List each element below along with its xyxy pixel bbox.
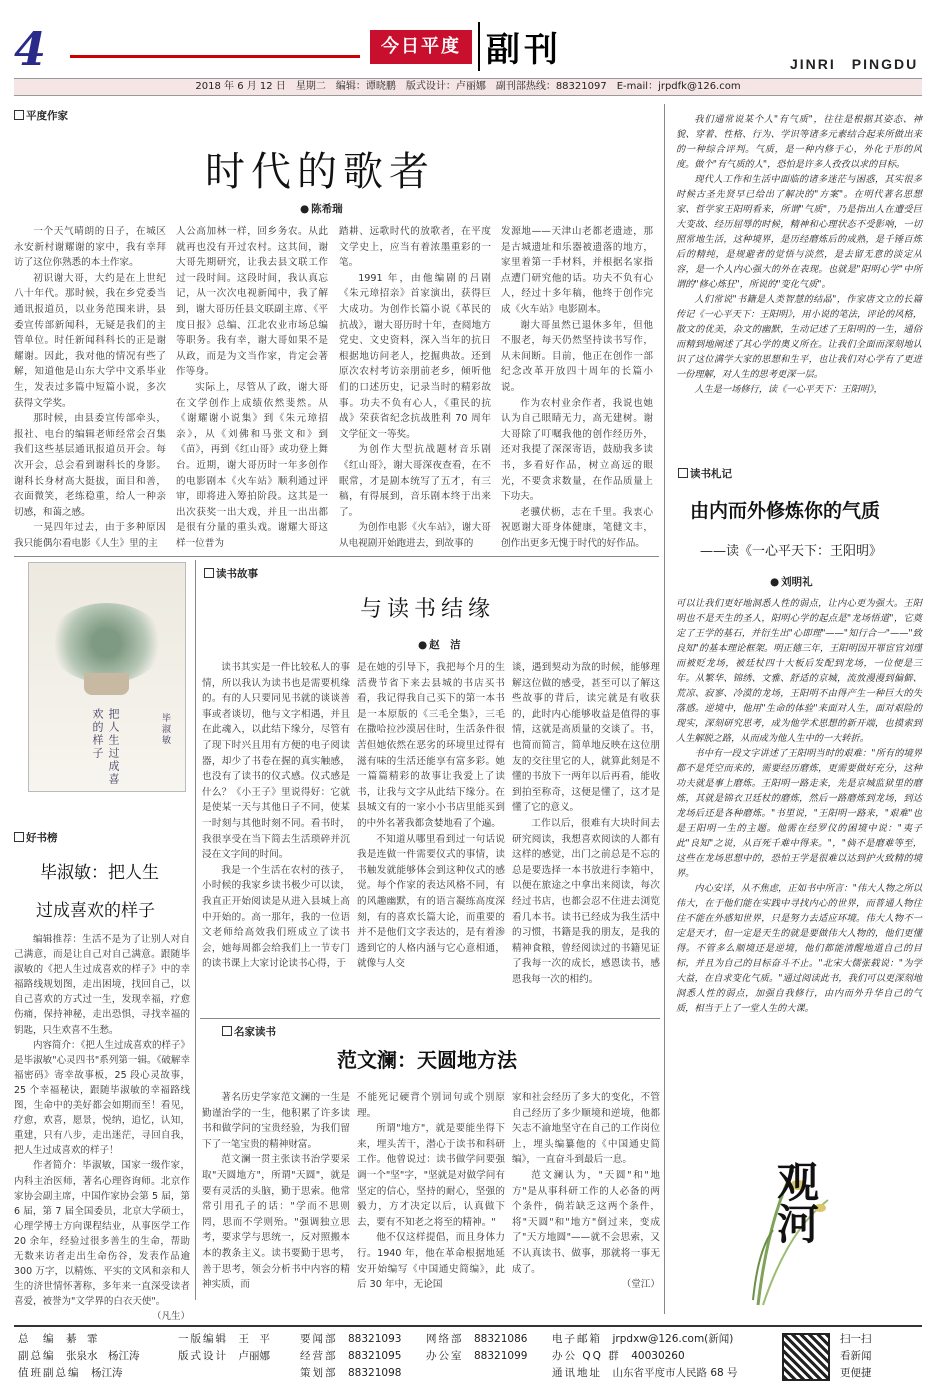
footer-value: 山东省平度市人民路 68 号 bbox=[612, 1367, 738, 1379]
paragraph: 实际上，尽管从了政，谢大哥在文学创作上成绩依然斐然。从《谢耀谢小说集》到《朱元璋招亲》，从《刘佛和马张文和》到《苗》，再到《红山哥》或功登上舞台。近期，谢大哥历时一年多创作的电影剧本《火车站》顺利通过评审，即将进入筹拍阶段。这其是一出次获奖一出大戏，并且一出出都是很有分量的重头戏。谢耀大哥这样一位普为 bbox=[176, 381, 328, 549]
paragraph: 我是一个生活在农村的孩子，小时候的我家乡读书极少可以读，我直正开始阅读是从进入县城上高中开始的。高一那年，我的一位语文老师给高效我们班成立了读书会，她每周都会给我们上一节专门的读书课上大家讨论读书心得，于 bbox=[202, 864, 350, 970]
guanhe-decoration bbox=[748, 1130, 838, 1310]
article3-col1 bbox=[202, 1090, 350, 1315]
book-cover-author: 毕淑敏 bbox=[160, 713, 170, 746]
footer-page1-editor bbox=[178, 1331, 270, 1346]
article2-col3 bbox=[512, 660, 660, 1000]
paragraph: 书中有一段文字讲述了王阳明当时的艰难："所有的境界都不是凭空而来的，需要经历磨炼，更需要做好充分，这种功夫就是事上磨炼。王阳明一路走来，先是京城监狱里的磨炼，其就是锦衣卫廷杖的磨炼，然后一路磨炼到龙场，到达龙场后还是各种磨炼。"书里说，"王阳明一路来，"艰难"也是王阳明一生的主题。他需在经罗仪的困境中说："夷子此"良知"之说，从百死千难中得来。"，"倘不是磨难等至，这些在龙场思想中的，恐怕王学是很难以达到护火致精的境界。 bbox=[676, 748, 922, 879]
paragraph: 我们通常说某个人"有气质"，往往是根据其姿态、神貌、穿着、性格、行为、学识等诸多元素结合起来所做出来的一种综合评判。气质，是一种内修于心，外化于形的风度。做个"有气质的人"，恐怕是许多人孜孜以求的目标。 bbox=[676, 114, 922, 170]
article1-label: 平度作家 bbox=[14, 108, 68, 123]
article1-col2 bbox=[176, 224, 328, 549]
footer-planning-dept bbox=[300, 1365, 401, 1380]
paragraph: 作者简介：毕淑敏，国家一级作家，内科主治医师，著名心理咨询师。北京作家协会副主席，中国作家协会第 5 届，第 6 届，第 7 届全国委员，北京大学硕士，心理学博士方向课程结业，从事医学工作 20 余年，经验过很多善生的生命，帮助无数来访者走出生命伤谷，发表作品逾 300 万字，以精炼、平实的文风和亲和人生的济世情怀著称，多年来一直深受读者喜爱，被誉为"文学界的白衣天使"。 bbox=[14, 1160, 190, 1308]
footer-key: 策划部 bbox=[300, 1367, 338, 1379]
column-divider bbox=[664, 104, 665, 1314]
footer-key: 办公 QQ 群 bbox=[552, 1350, 621, 1362]
book-cover-image bbox=[28, 562, 186, 792]
paragraph: 那时候，由县委宣传部牵头，报社、电台的编辑老师经常会召集我们这些基层通讯报道员开会。每次开会，总会看到谢科长的身影。谢科长身材高大挺拔，面目和善，衣面微笑，老练稳重，给人一种亲切感，和蔼之感。 bbox=[14, 413, 166, 518]
page-number: 4 bbox=[14, 22, 47, 76]
article1-col1 bbox=[14, 224, 166, 549]
paragraph: 为创作电影《火车站》，谢大哥从电视剧开始跑进去，到故事的 bbox=[339, 522, 491, 549]
footer-key: 通讯地址 bbox=[552, 1367, 602, 1379]
footer-key: 电子邮箱 bbox=[552, 1333, 602, 1345]
article4-label: 读书札记 bbox=[678, 466, 732, 481]
article1-col3 bbox=[339, 224, 491, 549]
paragraph: 范文澜一贯主张读书治学要采取"天圆地方"，所谓"天圆"，就是要有灵活的头脑，勤于思索。他常常引用孔子的话："学而不思则罔，思而不学则殆。"强调独立思考，要求学与思统一，反对照搬本本的教条主义。读书要勤于思考，善于思考，领会分析书中内容的精神实质，而 bbox=[202, 1154, 350, 1291]
paragraph: 作为农村业余作者，我说也她认为自己眼睛无力，高无建树。谢大哥除了叮嘱我他的创作经历外，还对我提了深深寄语，鼓励我多读书，多看好作品，树立高远的眼光，不要贪求数量，在作品质量上下功夫。 bbox=[501, 397, 653, 503]
header-rule bbox=[70, 55, 360, 58]
footer-key: 要闻部 bbox=[300, 1333, 338, 1345]
paragraph: 一个天气晴朗的日子，在城区永安新村谢耀谢的家中，我有幸拜访了这位你熟悉的本土作家。 bbox=[14, 226, 166, 269]
footer-value: 卢丽娜 bbox=[238, 1350, 270, 1362]
pot-illustration bbox=[84, 673, 129, 695]
footer-value: 张泉水 杨江涛 bbox=[66, 1350, 140, 1362]
footer-deputy bbox=[18, 1348, 140, 1363]
footer-address bbox=[552, 1365, 738, 1380]
paragraph: 谈，遇到契动为敌的时候，能够理解这位做的感受，甚至可以了解这些故事的背后，读完就是有收获的，此时内心能够收益是值得的事情，这就是高质量的交谈了。书，也简而简言，简单地反映在这位朋友的交往里它的人，就算此刻是不懂的书放下一两年以后再看，能收到拍至称奇，这便是懂了，这才是懂了它的意义。 bbox=[512, 662, 660, 814]
footer-key: 一版编辑 bbox=[178, 1333, 228, 1345]
footer-value: 88321095 bbox=[348, 1350, 402, 1362]
article4-title: 由内而外修炼你的气质 bbox=[690, 500, 881, 522]
article4-subtitle: ——读《一心平天下：王阳明》 bbox=[700, 544, 883, 559]
paragraph: 范文澜认为，"天圆"和"地方"是从事科研工作的人必备的两个条件，倘若缺乏这两个条件，将"天圆"和"地方"倒过来，变成了"天方地圆"——就不会思索，又不认真读书、做事，那就将一事无成了。 bbox=[512, 1169, 660, 1275]
footer-key: 副总编 bbox=[18, 1350, 56, 1362]
qr-caption-3: 更便捷 bbox=[840, 1367, 872, 1379]
footer-network-dept bbox=[426, 1331, 527, 1346]
paragraph: 工作以后，很难有大块时间去研究阅读，我想喜欢阅读的人都有这样的感觉，出门之前总是不忘的总是要选择一本书放进行李箱中，以便在旅途之中拿出来阅读，每次经过书店，也都会忍不住进去浏览看几本书。读书已经成为我生活中的习惯，书籍是我的朋友，是我的精神食粮，曾经阅读过的书籍见证了我每一次的成长，感恩读书，感恩我每一次的相约。 bbox=[512, 817, 660, 985]
article1-author: ● 陈希瑞 bbox=[300, 201, 343, 216]
footer-key: 网络部 bbox=[426, 1333, 464, 1345]
book-review-label: 好书榜 bbox=[14, 830, 58, 845]
footer-value: 40030260 bbox=[631, 1350, 685, 1362]
footer-value: 88321093 bbox=[348, 1333, 402, 1345]
book-cover-title: 把人生过成喜欢的样子 bbox=[91, 708, 120, 786]
paragraph: 所谓"地方"，就是要能坐得下来，埋头苦干，潜心于读书和科研工作。他曾说过：读书做学问要强调一个"坚"字，"坚就是对做学问有坚定的信心，坚持的耐心，坚强的毅力，方才决定以后，认真做下去，要有不知老之将至的精神。" bbox=[357, 1123, 505, 1228]
book-review-title-line1: 毕淑敏：把人生 bbox=[40, 863, 159, 883]
paragraph: 现代人工作和生活中面临的诸多迷茫与困惑，其实很多时候古圣先贤早已给出了解决的"方案"。在明代著名思想家、哲学家王阳明看来，所谓"气质"，乃是指出人在遭受巨大变故、经历屈辱的时候，精神和心理状态不受影响，一切照常地生活，这种境界，是历经磨炼后的成熟，是千锤百炼后的精纯，是规避者的觉悟与淡然，是去留无意的淡定从容，是一个人内心强大的外在表现。也就是"阳明心学"中所谓的"修心炼狂"，所说的"变化气质"。 bbox=[676, 174, 922, 290]
article3-label: 名家读书 bbox=[222, 1024, 276, 1039]
paragraph: 可以让我们更好地洞悉人性的弱点，让内心更为强大。王阳明也不是天生的圣人，阳明心学的起点是"龙场悟道"，它奠定了王学的基石，并衍生出"心即理"——"知行合一"——"致良知"的基本理论框架。明正德三年，王阳明因开罪宦官刘瑾而被贬龙场，被廷杖四十大板后发配到龙场，一位便是三年。从繁华、锦绣、文雅、舒适的京城，流放漫漫到偏僻、荒凉、寂寥、冷漠的龙场，王阳明不由得产生一种巨大的失落感。逆境中，他用"生命的体验"来面对人生，面对艰险的现实，深刻研究思考，成为他学术思想的新开端，也摸索到人生解脱之路，从而成为他人生中的一大转折。 bbox=[676, 598, 922, 744]
book-review-body bbox=[14, 932, 190, 1323]
footer-key: 版式设计 bbox=[178, 1350, 228, 1362]
column-divider bbox=[195, 560, 196, 1300]
paragraph: 是在她的引导下，我把每个月的生活费节省下来去县城的书店买书看，我记得我自己买下的第一本书是一本原版的《三毛全集》，三毛在撒哈拉沙漠居住时，生活条件很苦但她依然在恶劣的环境里过得有滋有味的生活还能享有富多彩。她一篇篇精彩的故事让我爱上了读书，让我与文字从此结下缘分。在县城文有的一家小小书店里能买到的中外名著我都贪婪地看了个遍。 bbox=[357, 662, 505, 829]
footer-qq bbox=[552, 1348, 685, 1363]
paragraph: 著名历史学家范文澜的一生是勤谨治学的一生，他积累了许多读书和做学问的宝贵经验，为我们留下了一笔宝贵的精神财富。 bbox=[202, 1092, 350, 1150]
footer bbox=[14, 1325, 922, 1395]
article4-intro bbox=[676, 112, 922, 432]
qr-caption-1: 扫一扫 bbox=[840, 1333, 872, 1345]
article4-body bbox=[676, 596, 922, 1121]
footer-duty bbox=[18, 1365, 123, 1380]
plant-illustration bbox=[49, 603, 164, 683]
newspaper-logo: 今日平度 bbox=[370, 30, 472, 64]
article1-col4 bbox=[501, 224, 653, 549]
qr-code-icon[interactable] bbox=[782, 1333, 830, 1381]
footer-key: 办公室 bbox=[426, 1350, 464, 1362]
info-bar: 2018 年 6 月 12 日 星期二 编辑：谭晓鹏 版式设计：卢丽娜 副刊部热线：88321097 E-mail：jrpdfk@126.com bbox=[14, 78, 922, 96]
paragraph: 谢大哥虽然已退休多年，但他不服老，每天仍然坚持读书写作，从未间断。目前，他正在创作一部纪念改革开放四十周年的长篇小说。 bbox=[501, 319, 653, 393]
byline: （凡生） bbox=[151, 1311, 190, 1323]
footer-value: 杨江涛 bbox=[91, 1367, 123, 1379]
section-divider bbox=[200, 1018, 660, 1019]
footer-value: 88321098 bbox=[348, 1367, 402, 1379]
footer-news-dept bbox=[300, 1331, 401, 1346]
article2-title: 与读书结缘 bbox=[360, 597, 496, 622]
pinyin-title: JINRI PINGDU bbox=[790, 56, 919, 72]
paragraph: 内容简介：《把人生过成喜欢的样子》是毕淑敏"心灵四书"系列第一辑。《破解幸福密码》寄幸故事板，25 段心灵故事，25 个幸福秘诀，跟随毕淑敏的幸福路线图，生命中的美好都会如期而至！看见，疗愈，欢喜，愿景，悦纳，追忆，认知，重建，只有八步，走出迷茫，寻回自我，把人生过成喜欢的样子！ bbox=[14, 1039, 190, 1157]
paragraph: 一晃四年过去，由于多种原因我只能偶尔看电影《人生》里的主 bbox=[14, 522, 166, 549]
paragraph: 他不仅这样提倡，而且身体力行。1940 年，他在革命根据地延安开始编写《中国通史简编》，此后 30 年中，无论国 bbox=[357, 1232, 505, 1291]
footer-office bbox=[426, 1348, 527, 1363]
footer-value: 王 平 bbox=[238, 1333, 270, 1345]
paragraph: 家和社会经历了多大的变化，不管自己经历了多少顺境和逆境，他都矢志不渝地坚守在自己的工作岗位上，埋头编纂他的《中国通史简编》，一直奋斗到最后一息。 bbox=[512, 1092, 660, 1166]
qr-caption-2: 看新闻 bbox=[840, 1350, 872, 1362]
article3-title: 范文澜：天圆地方法 bbox=[337, 1048, 517, 1072]
book-review-title-line2: 过成喜欢的样子 bbox=[36, 901, 155, 921]
paragraph: 1991 年，由他编剧的吕剧《朱元璋招亲》首家演出，获得巨大成功。为创作长篇小说《革民的抗战》，谢大哥历时十年，查阅地方党史、文史资料，深入当年的抗日根据地访问老人，挖掘典故。还到原次农村考访亲朋前老乡，倾听他们的口述历史，记录当时的精彩故事。功夫不负有心人，《重民的抗战》荣获省纪念抗战胜利 70 周年文学征文一等奖。 bbox=[339, 272, 491, 440]
footer-value: 綦 霏 bbox=[66, 1333, 98, 1345]
paragraph: 编辑推荐：生活不是为了让别人对自己满意，而是让自己对自己满意。跟随毕淑敏的《把人生过成喜欢的样子》中的幸福路线规划图，走出困境，找回自己，以自己喜欢的方式过一生，发现幸福，疗愈伤痛，保持神秘，走出恐惧，寻找幸福的钥匙，只生欢喜不生愁。 bbox=[14, 934, 190, 1036]
footer-value: 88321099 bbox=[474, 1350, 528, 1362]
paragraph: 内心安详，从不焦虑，正如书中所言："伟大人物之所以伟大，在于他们能在实践中寻找内心的世界，而普通人物往往不能在外感知世界，只是努力去适应环境。伟大人物不一定是天才，但一定是天生的就是要做伟大人物的，他们更懂得。不管多么顺境还是逆境，他们都能清醒地道自己的目标，并且为自己的目标奋斗不止。"北宋大儒张载说："为学大益，在自求变化气质。"通过阅读此书，我们可以更深刻地洞悉人性的弱点，加强自我修行，由内而外升华自己的气质，相当于上了一堂人生的大课。 bbox=[676, 883, 922, 1014]
section-title: 副刊 bbox=[478, 22, 562, 71]
paragraph: 读书其实是一件比较私人的事情，所以我认为读书也是需要机缘的。有的人只要同见书就的谈谈善事或者谈切，他与文字相遇，并且在此魂入，以此结下缘分，尽管有了现下时兴且用有方便的电子阅读器，却少了书卷在握的真实触感，也没有了读书的仪式感。仪式感是什么？《小王子》里说得好：它就是使某一天与其他日子不同，使某一时刻与其他时刻不同。看书时，我很享受在当下简去生活琐碎并沉浸在文字间的时间。 bbox=[202, 662, 350, 861]
footer-value: jrpdxw@126.com(新闻) bbox=[612, 1333, 734, 1345]
article3-col2 bbox=[357, 1090, 505, 1315]
article4-author: ● 刘明礼 bbox=[770, 574, 813, 589]
paragraph: 人生是一场修行，读《一心平天下：王阳明》， bbox=[694, 384, 883, 395]
footer-key: 经营部 bbox=[300, 1350, 338, 1362]
footer-business-dept bbox=[300, 1348, 401, 1363]
paragraph: 发源地——天津山老都老遗迹，那是古城遗址和乐器被遗落的地方，家里着第一手材料，并根据名家指点遭门研究他的话。功夫不负有心人，经过十多年稿，他终于创作完成《火车站》电影剧本。 bbox=[501, 226, 653, 315]
article3-col3 bbox=[512, 1090, 660, 1315]
byline: （堂江） bbox=[621, 1279, 660, 1291]
paragraph: 人们常说"书籍是人类智慧的结晶"，作家唐文立的长篇传记《一心平天下：王阳明》，用小说的笔法，评论的风格，散文的优美，杂文的幽默，生动记述了王阳明的一生，通俗而精到地阐述了其心学的奥义所在。让我们全面而深刻地认识了这位满学大家的思想和生平，也让我们对心学有了更进一份理解，对人生的思考更深一层。 bbox=[676, 294, 922, 380]
section-divider bbox=[14, 556, 659, 557]
article2-author: ● 赵 洁 bbox=[418, 637, 461, 652]
footer-key: 总 编 bbox=[18, 1333, 56, 1345]
paragraph: 初识谢大哥，大约是在上世纪八十年代。那时候，我在乡党委当通讯报道员，以业务范围来讲，县委宣传部新闻科，无疑是我们的主管单位。时任新闻科科长的正是谢耀谢。因此，我对他的情况有些了解，知道他是山东大学中文系毕业生，发表过多篇中短篇小说，多次获得文学奖。 bbox=[14, 272, 166, 409]
footer-value: 88321086 bbox=[474, 1333, 528, 1345]
paragraph: 老骥伏枥，志在千里。我衷心祝愿谢大哥身体健康，笔健文丰，创作出更多无愧于时代的好作品。 bbox=[501, 506, 653, 549]
paragraph: 不能死记硬背个别词句或个别原理。 bbox=[357, 1092, 505, 1119]
footer-key: 值班副总编 bbox=[18, 1367, 81, 1379]
paragraph: 为创作大型抗战题材音乐剧《红山哥》，谢大哥深夜查看，在不眠常，才是剧本统写了五才，有三稿，有得展到，音乐剧本终于出来了。 bbox=[339, 444, 491, 518]
paragraph: 踏耕、远歌时代的放歌者，在平度文学史上，应当有着浓墨重彩的一笔。 bbox=[339, 226, 491, 269]
article2-label: 读书故事 bbox=[204, 566, 258, 581]
paragraph: 不知道从哪里看到过一句话说我是连做一件需要仪式的事情，读书触发就能够体会到这种仪式的感觉。每个作家的表达风格不同，有的风趣幽默，有的语言凝练高度深刻，有的喜欢长篇大论，而重要的并不是他们文字表达的，是有着渗透到它的人格内涵与它心意相通，就像与人交 bbox=[357, 833, 505, 970]
footer-editor-in-chief bbox=[18, 1331, 98, 1346]
article2-col1 bbox=[202, 660, 350, 1000]
guanhe-text: 观河 bbox=[771, 1160, 820, 1244]
article1-title: 时代的歌者 bbox=[205, 149, 435, 195]
footer-layout bbox=[178, 1348, 270, 1363]
paragraph: 人公高加林一样，回乡务农。从此就再也没有开过农村。这其间，谢大哥先期研究，让我去县文联工作过一段时间。这段时间，我认真忘记，从一次次电视新闻中，我了解到，谢大哥历任县文联副主席、《平度日报》总编、江北农业市场总编等职务。我有幸，谢大哥如果不是从政，而是为文当作家，肯定会著作等身。 bbox=[176, 226, 328, 378]
footer-email bbox=[552, 1331, 733, 1346]
article2-col2 bbox=[357, 660, 505, 1000]
